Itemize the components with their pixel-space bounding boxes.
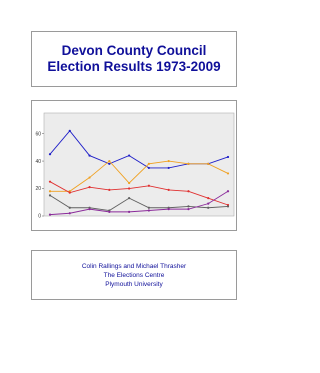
- y-tick-label: 40: [35, 158, 41, 165]
- credits-box: [31, 250, 237, 300]
- series-5-point: [128, 211, 130, 213]
- series-5-point: [227, 190, 229, 192]
- document-title-line2: Election Results 1973-2009: [47, 59, 221, 74]
- series-3-point: [108, 189, 110, 191]
- series-1-point: [168, 167, 170, 169]
- chart-box: [31, 100, 237, 231]
- authors: Colin Rallings and Michael Thrasher: [81, 262, 187, 270]
- series-1-point: [49, 153, 51, 155]
- organisation: The Elections Centre: [103, 271, 165, 279]
- series-2-point: [88, 176, 90, 178]
- series-3-point: [88, 186, 90, 188]
- y-tick-label: 0: [38, 213, 41, 220]
- series-4-point: [49, 194, 51, 196]
- series-2-point: [187, 163, 189, 165]
- series-2-point: [108, 160, 110, 162]
- series-1-point: [108, 163, 110, 165]
- series-5-point: [88, 208, 90, 210]
- election-results-line-chart: [32, 101, 238, 232]
- series-3-point: [168, 189, 170, 191]
- university: Plymouth University: [105, 280, 163, 288]
- y-tick-label: 60: [35, 131, 41, 138]
- series-5-point: [187, 208, 189, 210]
- series-1-point: [128, 154, 130, 156]
- document-title-line1: Devon County Council: [61, 43, 207, 58]
- series-1-point: [227, 156, 229, 158]
- series-4-point: [207, 207, 209, 209]
- series-1-point: [148, 167, 150, 169]
- series-2-point: [168, 160, 170, 162]
- series-2-point: [148, 163, 150, 165]
- series-1-point: [88, 154, 90, 156]
- series-2-point: [128, 182, 130, 184]
- series-2-point: [227, 172, 229, 174]
- y-tick-label: 20: [35, 186, 41, 193]
- series-3-point: [69, 192, 71, 194]
- series-1-point: [69, 130, 71, 132]
- series-3-point: [187, 190, 189, 192]
- plot-area: [44, 113, 234, 216]
- series-5-point: [49, 214, 51, 216]
- series-3-point: [128, 187, 130, 189]
- series-3-point: [207, 197, 209, 199]
- series-2-point: [207, 163, 209, 165]
- series-5-point: [148, 209, 150, 211]
- series-5-point: [207, 203, 209, 205]
- series-5-point: [69, 212, 71, 214]
- series-5-point: [168, 208, 170, 210]
- series-4-point: [187, 205, 189, 207]
- title-box: [31, 31, 237, 87]
- series-4-point: [128, 197, 130, 199]
- series-5-point: [108, 211, 110, 213]
- series-3-point: [148, 185, 150, 187]
- series-4-point: [148, 207, 150, 209]
- series-2-point: [49, 190, 51, 192]
- series-3-point: [49, 181, 51, 183]
- series-4-point: [69, 207, 71, 209]
- series-4-point: [227, 205, 229, 207]
